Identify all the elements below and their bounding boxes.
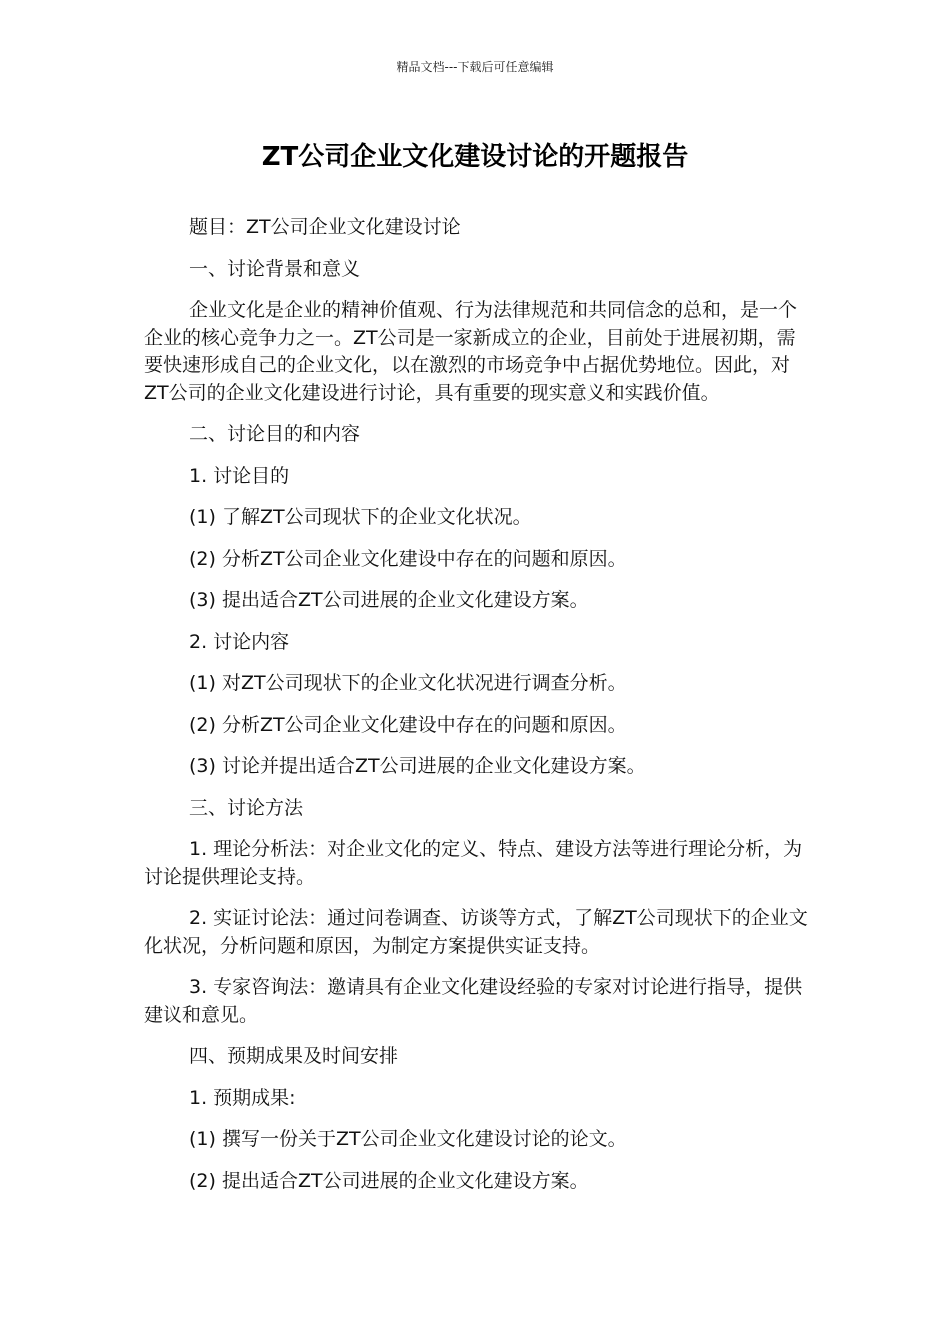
section-heading-outcomes: 四、预期成果及时间安排 [189,1045,399,1067]
page-header-note: 精品文档---下载后可任意编辑 [396,60,554,74]
content-item-1: (1) 对ZT公司现状下的企业文化状况进行调查分析。 [189,672,627,694]
topic-line: 题目：ZT公司企业文化建设讨论 [189,216,461,238]
document-title: ZT公司企业文化建设讨论的开题报告 [261,142,689,172]
method-item-1: 1. 理论分析法：对企业文化的定义、特点、建设方法等进行理论分析，为讨论提供理论支持。 [144,838,803,888]
subheading-outcomes: 1. 预期成果: [189,1086,296,1109]
section-heading-purpose: 二、讨论目的和内容 [189,423,361,445]
method-item-3: 3. 专家咨询法：邀请具有企业文化建设经验的专家对讨论进行指导，提供建议和意见。 [144,976,803,1026]
subheading-purpose: 1. 讨论目的 [189,464,290,487]
background-paragraph: 企业文化是企业的精神价值观、行为法律规范和共同信念的总和，是一个企业的核心竞争力之一。ZT公司是一家新成立的企业，目前处于进展初期，需要快速形成自己的企业文化，以在激烈的市场竞争中占据优势地位。因此，对ZT公司的企业文化建设进行讨论，具有重要的现实意义和实践价值。 [144,299,798,404]
section-heading-methods: 三、讨论方法 [189,796,304,819]
purpose-item-3: (3) 提出适合ZT公司进展的企业文化建设方案。 [189,589,589,611]
method-item-2: 2. 实证讨论法：通过问卷调查、访谈等方式，了解ZT公司现状下的企业文化状况，分析问题和原因，为制定方案提供实证支持。 [144,907,808,957]
subheading-content: 2. 讨论内容 [189,630,290,653]
outcome-item-1: (1) 撰写一份关于ZT公司企业文化建设讨论的论文。 [189,1128,627,1150]
content-item-3: (3) 讨论并提出适合ZT公司进展的企业文化建设方案。 [189,755,646,777]
section-heading-background: 一、讨论背景和意义 [189,257,361,280]
outcome-item-2: (2) 提出适合ZT公司进展的企业文化建设方案。 [189,1169,589,1192]
purpose-item-1: (1) 了解ZT公司现状下的企业文化状况。 [189,506,532,528]
purpose-item-2: (2) 分析ZT公司企业文化建设中存在的问题和原因。 [189,547,627,570]
content-item-2: (2) 分析ZT公司企业文化建设中存在的问题和原因。 [189,713,627,736]
document-body [144,214,808,1209]
